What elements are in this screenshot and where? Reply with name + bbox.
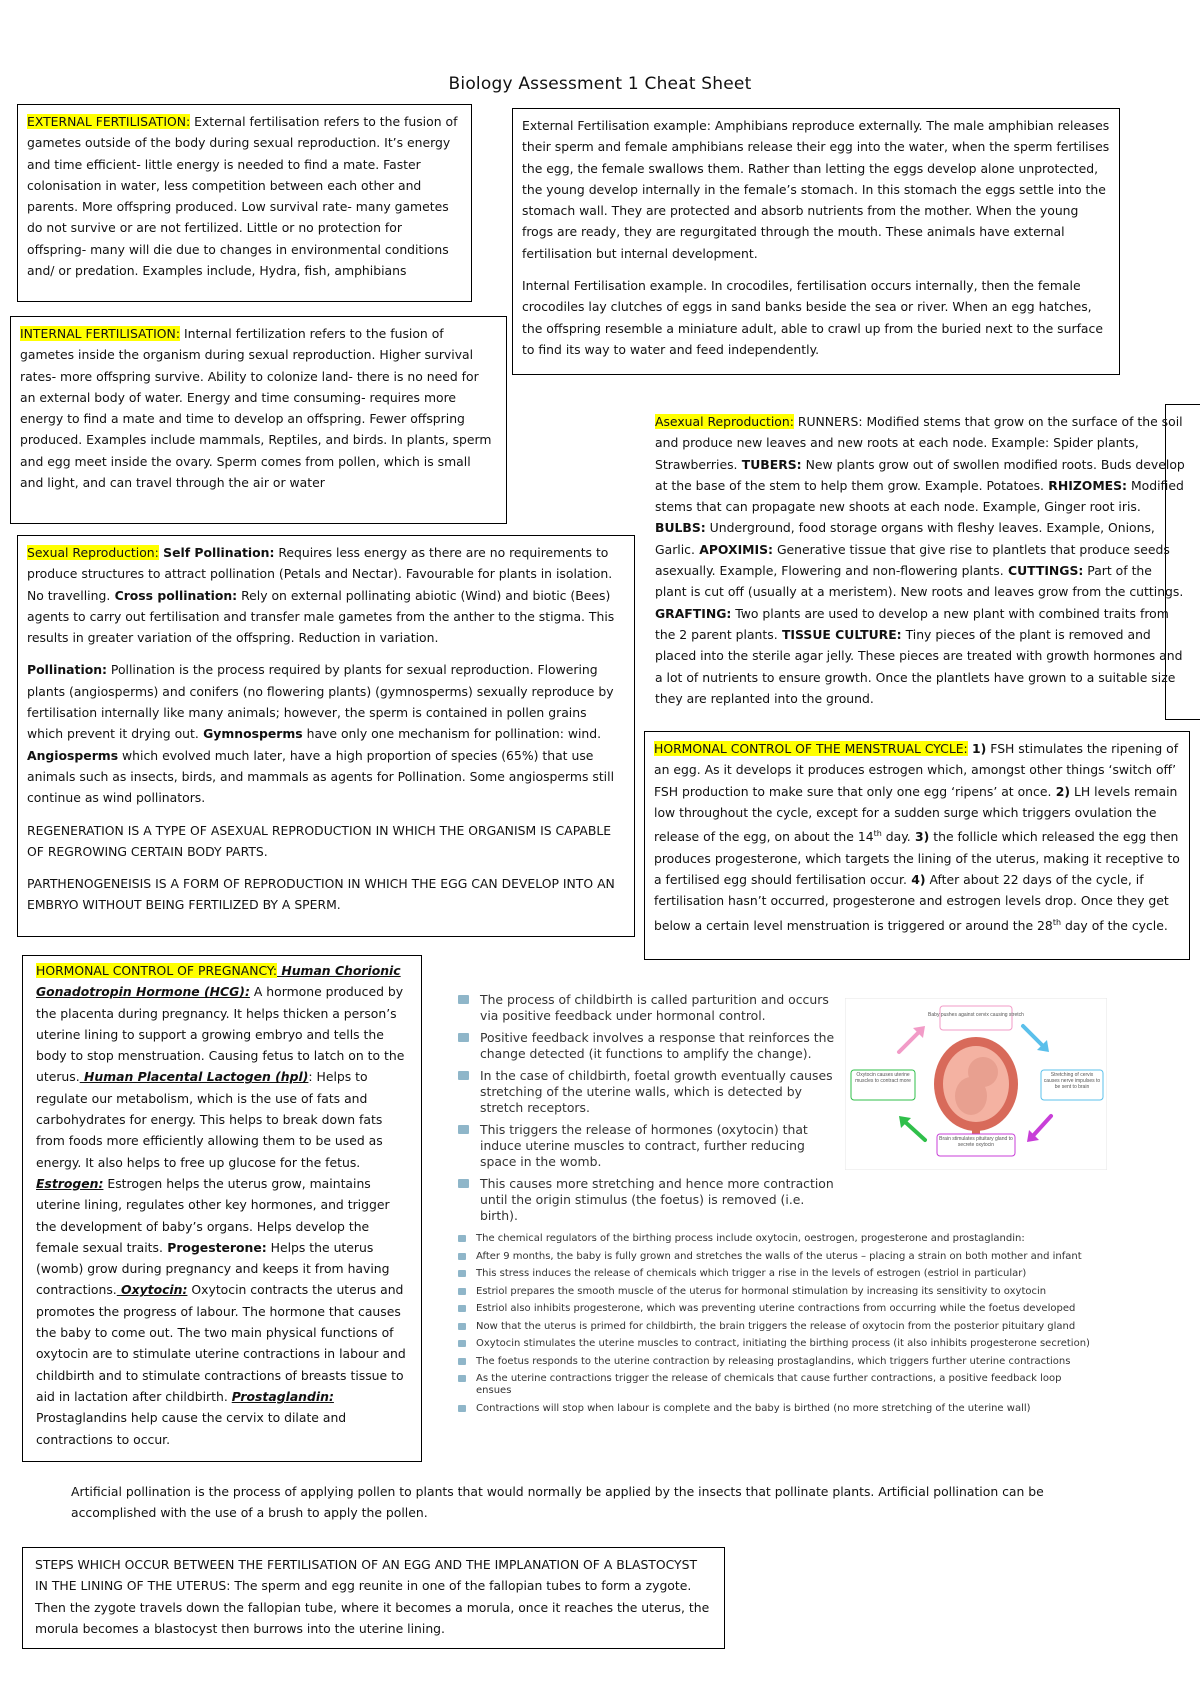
hcg-label: Human Chorionic Gonadotropin Hormone (HCG):	[36, 963, 401, 1000]
external-text: External fertilisation refers to the fusion of gametes outside of the body during sexual reproduction. It’s energy and time efficient- little energy is needed to find a mate. Faster colonisation in water, less competition between each other and parents. More offspring produced. Low survival rate- many gametes do not survive or are not fertilized. Little or no protection for offspring- many will die due to changes in environmental conditions and/ or predation. Examples include, Hydra, fish, amphibians	[27, 114, 458, 279]
steps-heading: STEPS WHICH OCCUR BETWEEN THE FERTILISATION OF AN EGG AND THE IMPLANATION OF A BLASTOCYST IN THE LINING OF THE UTERUS:	[35, 1557, 698, 1594]
step-2-text: LH levels remain low throughout the cycle, except for a sudden surge which triggers ovulation the release of the egg, on about the 14	[654, 783, 1178, 845]
list-item: After 9 months, the baby is fully grown and stretches the walls of the uterus – placing a strain on both mother and infant	[458, 1251, 1098, 1263]
list-item: In the case of childbirth, foetal growth eventually causes stretching of the uterine walls, which is detected by stretch receptors.	[458, 1068, 843, 1116]
step-2-text-end: day.	[881, 829, 911, 845]
list-item: Oxytocin stimulates the uterine muscles to contract, initiating the birthing process (it also inhibits progesterone secretion)	[458, 1338, 1098, 1350]
list-item: This stress induces the release of chemicals which trigger a rise in the levels of estrogen (estriol in particular)	[458, 1268, 1098, 1280]
step-1-number: 1)	[967, 741, 987, 756]
list-item: As the uterine contractions trigger the release of chemicals that cause further contractions, a positive feedback loop ensues	[458, 1373, 1098, 1397]
estrogen-label: Estrogen:	[36, 1175, 104, 1191]
step-4-text: After about 22 days of the cycle, if fertilisation hasn’t occurred, progesterone and estrogen levels drop. Once they get below a certain level menstruation is triggered or around the 28	[654, 871, 1169, 933]
positive-feedback-diagram	[845, 998, 1107, 1170]
rhizomes-text: Modified stems that can propagate new shoots at each node. Example, Ginger root iris.	[655, 477, 1184, 515]
diagram-bottom-label: Brain stimulates pituitary gland to secrete oxytocin	[939, 1136, 1013, 1148]
tissue-culture-text: Tiny pieces of the plant is removed and placed into the sterile agar jelly. These pieces are treated with growth hormones and a lot of nutrients to ensure growth. Once the plantlets have grown to a suitable size they are replanted into the ground.	[655, 626, 1183, 706]
grafting-label: GRAFTING:	[655, 605, 732, 621]
artificial-pollination-text: Artificial pollination is the process of applying pollen to plants that would normally be applied by the insects that pollinate plants. Artificial pollination can be accomplished with the use of a brush to apply the pollen.	[71, 1484, 1044, 1521]
sexual-heading: Sexual Reproduction:	[27, 545, 159, 560]
fertilisation-examples-box	[512, 108, 1120, 375]
menstrual-cycle-box	[644, 731, 1190, 960]
bullet-icon	[458, 1340, 466, 1347]
step-3-text: the follicle which released the egg then produces progesterone, which targets the lining of the uterus, making it receptive to a fertilised egg should fertilisation occur.	[654, 829, 1180, 887]
bullet-icon	[458, 1405, 466, 1412]
cuttings-text: Part of the plant is cut off (usually at a meristem). New roots and leaves grow from the cuttings.	[655, 563, 1184, 600]
list-item: This causes more stretching and hence more contraction until the origin stimulus (the foetus) is removed (i.e. birth).	[458, 1176, 843, 1224]
pollination-text-2: have only one mechanism for pollination: wind.	[302, 726, 602, 742]
list-item: Estriol prepares the smooth muscle of the uterus for hormonal stimulation by increasing its sensitivity to oxytocin	[458, 1286, 1098, 1298]
list-item: Positive feedback involves a response that reinforces the change detected (it functions to amplify the change).	[458, 1030, 843, 1062]
oxytocin-label: Oxytocin:	[116, 1282, 188, 1298]
bulbs-label: BULBS:	[655, 520, 706, 536]
hpl-label: Human Placental Lactogen (hpl)	[79, 1069, 309, 1085]
oxytocin-text: Oxytocin contracts the uterus and promotes the progress of labour. The hormone that causes the baby to come out. The two main physical functions of oxytocin are to stimulate uterine contractions in labour and childbirth and to stimulate contractions of breasts tissue to aid in lactation after childbirth.	[36, 1282, 406, 1404]
estrogen-text: Estrogen helps the uterus grow, maintains uterine lining, regulates other key hormones, and trigger the development of baby’s organs. Helps develop the female sexual traits.	[36, 1175, 390, 1255]
childbirth-bullets	[458, 992, 843, 1230]
angiosperms-label: Angiosperms	[27, 747, 119, 763]
internal-text: Internal fertilization refers to the fusion of gametes inside the organism during sexual reproduction. Higher survival rates- more offspring survive. Ability to colonize land- there is no need for an external body of water. Energy and time consuming- requires more energy to find a mate and time to develop an offspring. Fewer offspring produced. Examples include mammals, Reptiles, and birds. In plants, sperm and egg meet inside the ovary. Sperm comes from pollen, which is small and light, and can travel through the air or water	[20, 326, 492, 491]
internal-fertilisation-box	[10, 316, 507, 524]
birth-regulator-steps	[458, 1233, 1098, 1420]
parthenogenesis-note: PARTHENOGENEISIS IS A FORM OF REPRODUCTION IN WHICH THE EGG CAN DEVELOP INTO AN EMBRYO WITHOUT BEING FERTILIZED BY A SPERM.	[27, 876, 615, 913]
bullet-icon	[458, 1125, 469, 1134]
list-item: The foetus responds to the uterine contraction by releasing prostaglandins, which triggers further uterine contractions	[458, 1356, 1098, 1368]
tubers-text: New plants grow out of swollen modified roots. Buds develop at the base of the stem to help them grow. Example. Potatoes.	[655, 456, 1185, 493]
diagram-top-label: Baby pushes against cervix causing stretch	[928, 1012, 1024, 1018]
bullet-icon	[458, 995, 469, 1004]
internal-heading: INTERNAL FERTILISATION:	[20, 326, 180, 341]
cross-pollination-text: Rely on external pollinating abiotic (Wind) and biotic (Bees) agents to carry out fertilisation and transfer male gametes from the anther to the stigma. This results in greater variation of the offspring. Reduction in variation.	[27, 587, 615, 646]
list-item: Contractions will stop when labour is complete and the baby is birthed (no more stretching of the uterine wall)	[458, 1403, 1098, 1415]
step-2-number: 2)	[1051, 783, 1071, 799]
diagram-left-label: Oxytocin causes uterine muscles to contract more	[855, 1072, 911, 1084]
list-item: The chemical regulators of the birthing process include oxytocin, oestrogen, progesterone and prostaglandin:	[458, 1233, 1098, 1245]
bullet-icon	[458, 1323, 466, 1330]
runners-label: RUNNERS:	[793, 414, 863, 429]
step-4-number: 4)	[906, 871, 926, 887]
progesterone-text: Helps the uterus (womb) grow during pregnancy and keeps it from having contractions.	[36, 1239, 390, 1298]
bullet-icon	[458, 1305, 466, 1312]
self-pollination-text: Requires less energy as there are no requirements to produce structures to attract pollination (Petals and Nectar). Favourable for plants in isolation. No travelling.	[27, 545, 613, 603]
diagram-right-label: Stretching of cervix causes nerve impulses to be sent to brain	[1043, 1072, 1101, 1090]
hcg-text: A hormone produced by the placenta during pregnancy. It helps thicken a person’s uterine lining to support a growing embryo and tells the body to stop menstruation. Causing fetus to latch on to the uterus.	[36, 984, 405, 1085]
menstrual-heading: HORMONAL CONTROL OF THE MENSTRUAL CYCLE:	[654, 741, 968, 756]
list-item: The process of childbirth is called parturition and occurs via positive feedback under hormonal control.	[458, 992, 843, 1024]
grafting-text: Two plants are used to develop a new plant with combined traits from the 2 parent plants.	[655, 605, 1169, 642]
hpl-text: : Helps to regulate our metabolism, which is the use of fats and carbohydrates for energy. This helps to break down fats from foods more efficiently allowing them to be used as energy. It also helps to free up glucose for the fetus.	[36, 1069, 383, 1170]
sexual-reproduction-box	[17, 535, 635, 937]
list-item: This triggers the release of hormones (oxytocin) that induce uterine muscles to contract, further reducing space in the womb.	[458, 1122, 843, 1170]
bullet-icon	[458, 1288, 466, 1295]
bullet-icon	[458, 1033, 469, 1042]
diagram-top-box	[940, 1006, 1012, 1030]
pregnancy-box	[22, 955, 422, 1462]
self-pollination-label: Self Pollination:	[158, 545, 275, 560]
list-item: Now that the uterus is primed for childbirth, the brain triggers the release of oxytocin from the posterior pituitary gland	[458, 1321, 1098, 1333]
step-4-text-end: day of the cycle.	[1061, 917, 1168, 933]
bulbs-text: Underground, food storage organs with fleshy leaves. Example, Onions, Garlic.	[655, 520, 1155, 557]
bullet-icon	[458, 1358, 466, 1365]
step-4-sup: th	[1052, 917, 1062, 927]
external-example-text: Amphibians reproduce externally. The male amphibian releases their sperm and female amphibians release their egg into the water, when the sperm fertilises the egg, the female swallows them. Rather than letting the eggs develop alone unprotected, the young develop internally in the female’s stomach. In this stomach the eggs settle into the stomach wall. They are protected and absorb nutrients from the mother. When the young frogs are ready, they are regurgitated through the mouth. These animals have external fertilisation but internal development.	[522, 118, 1110, 261]
regeneration-note: REGENERATION IS A TYPE OF ASEXUAL REPRODUCTION IN WHICH THE ORGANISM IS CAPABLE OF REGROWING CERTAIN BODY PARTS.	[27, 822, 612, 859]
step-3-number: 3)	[910, 829, 930, 845]
rhizomes-label: RHIZOMES:	[1043, 477, 1128, 493]
pollination-text-1: Pollination is the process required by plants for sexual reproduction. Flowering plants (angiosperms) and conifers (no flowering plants) (gymnosperms) sexually reproduce by fertilisation internally like many animals; however, the sperm is contained in pollen grains which prevent it drying out.	[27, 662, 614, 742]
pregnancy-heading: HORMONAL CONTROL OF PREGNANCY:	[36, 963, 278, 978]
steps-text: The sperm and egg reunite in one of the fallopian tubes to form a zygote. Then the zygote travels down the fallopian tube, where it becomes a morula, once it reaches the uterus, the morula becomes a blastocyst then burrows into the uterine lining.	[35, 1578, 710, 1636]
asexual-reproduction-box	[652, 404, 1200, 720]
apoximis-label: APOXIMIS:	[694, 541, 773, 557]
step-2-sup: th	[873, 829, 882, 839]
asexual-heading: Asexual Reproduction:	[655, 414, 794, 429]
list-item: Estriol also inhibits progesterone, which was preventing uterine contractions from occurring while the foetus developed	[458, 1303, 1098, 1315]
bullet-icon	[458, 1235, 466, 1242]
fertilisation-steps-box	[22, 1547, 725, 1649]
tubers-label: TUBERS:	[737, 456, 802, 472]
step-1-text: FSH stimulates the ripening of an egg. As it develops it produces estrogen which, amongst other things ‘switch off’ FSH production to make sure that only one egg ‘ripens’ at once.	[654, 741, 1179, 799]
cross-pollination-label: Cross pollination:	[110, 587, 238, 603]
cuttings-label: CUTTINGS:	[1003, 563, 1084, 579]
pollination-text-3: which evolved much later, have a high proportion of species (65%) that use animals such as insects, birds, and mammals as agents for Pollination. Some angiosperms still continue as wind pollinators.	[27, 747, 615, 806]
apoximis-text: Generative tissue that give rise to plantlets that produce seeds asexually. Example, Flowering and non-flowering plants.	[655, 541, 1170, 579]
tissue-culture-label: TISSUE CULTURE:	[777, 626, 902, 642]
bullet-icon	[458, 1071, 469, 1080]
bullet-icon	[458, 1179, 469, 1188]
bullet-icon	[458, 1270, 466, 1277]
pollination-label: Pollination:	[27, 662, 107, 678]
external-example-label: External Fertilisation example:	[522, 118, 711, 133]
bullet-icon	[458, 1253, 466, 1260]
internal-example-label: Internal Fertilisation example.	[522, 278, 708, 294]
prostaglandin-text: Prostaglandins help cause the cervix to dilate and contractions to occur.	[36, 1410, 347, 1447]
progesterone-label: Progesterone:	[162, 1239, 267, 1255]
page-title: Biology Assessment 1 Cheat Sheet	[448, 74, 752, 94]
runners-text: Modified stems that grow on the surface of the soil and produce new leaves and new roots at each node. Example: Spider plants, Strawberries.	[655, 414, 1183, 472]
bullet-icon	[458, 1375, 466, 1382]
external-fertilisation-box	[17, 104, 472, 302]
external-heading: EXTERNAL FERTILISATION:	[27, 114, 191, 129]
gymnosperms-label: Gymnosperms	[198, 726, 303, 742]
prostaglandin-label: Prostaglandin:	[231, 1388, 334, 1404]
internal-example-text: In crocodiles, fertilisation occurs internally, then the female crocodiles lay clutches of eggs in sand banks beside the sea or river. When an egg hatches, the offspring resemble a miniature adult, able to crawl up from the buried next to the surface to find its way to water and feed independently.	[522, 278, 1103, 357]
